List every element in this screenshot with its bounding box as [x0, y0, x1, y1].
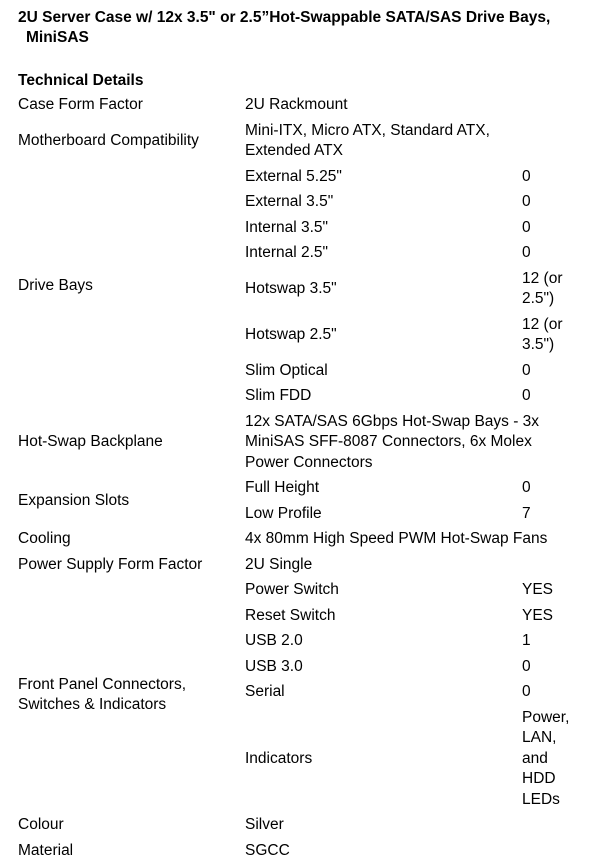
- spec-label-line: Switches & Indicators: [18, 696, 166, 713]
- spec-value-line: Extended ATX: [245, 142, 343, 159]
- spec-row-colour: [18, 813, 578, 839]
- spec-value: 2U Single: [245, 553, 578, 579]
- sub-spec-value-line: 12 (or: [522, 270, 563, 287]
- sub-spec-name: External 5.25": [245, 165, 522, 191]
- spec-value: Silver: [245, 813, 578, 839]
- sub-spec-name: Internal 2.5": [245, 241, 522, 267]
- sub-spec-value-line: Power,: [522, 709, 569, 726]
- spec-label: Expansion Slots: [18, 476, 245, 527]
- spec-label: Colour: [18, 813, 245, 839]
- sub-spec-value-line: and: [522, 750, 548, 767]
- spec-value: SGCC: [245, 839, 578, 864]
- spec-row-drive-bays: [18, 165, 578, 191]
- sub-spec-value: 7: [522, 502, 578, 528]
- spec-label: Hot-Swap Backplane: [18, 410, 245, 477]
- spec-row-psu: [18, 553, 578, 579]
- sub-spec-value-line: 12 (or: [522, 316, 563, 333]
- spec-row-backplane: [18, 410, 578, 477]
- spec-value-line: MiniSAS SFF-8087 Connectors, 6x Molex: [245, 433, 532, 450]
- spec-label: Cooling: [18, 527, 245, 553]
- spec-row-cooling: [18, 527, 578, 553]
- sub-spec-value: 0: [522, 216, 578, 242]
- sub-spec-name: Indicators: [245, 706, 522, 814]
- sub-spec-name: Full Height: [245, 476, 522, 502]
- sub-spec-name: Serial: [245, 680, 522, 706]
- spec-value: [245, 410, 578, 477]
- sub-spec-name: External 3.5": [245, 190, 522, 216]
- spec-label: Material: [18, 839, 245, 864]
- spec-label: Drive Bays: [18, 165, 245, 410]
- sub-spec-name: Internal 3.5": [245, 216, 522, 242]
- spec-value-line: Power Connectors: [245, 454, 373, 471]
- sub-spec-name: Hotswap 3.5": [245, 267, 522, 313]
- sub-spec-value: [522, 706, 578, 814]
- sub-spec-value-line: 3.5"): [522, 336, 554, 353]
- spec-row-material: [18, 839, 578, 864]
- section-heading: Technical Details: [18, 71, 143, 91]
- spec-label: Motherboard Compatibility: [18, 119, 245, 165]
- sub-spec-name: USB 3.0: [245, 655, 522, 681]
- sub-spec-value-line: LEDs: [522, 791, 560, 808]
- sub-spec-value: 0: [522, 384, 578, 410]
- sub-spec-value: [522, 267, 578, 313]
- sub-spec-value: 0: [522, 359, 578, 385]
- spec-row-case-form-factor: [18, 93, 578, 119]
- spec-label: Case Form Factor: [18, 93, 245, 119]
- product-title-line-1: 2U Server Case w/ 12x 3.5" or 2.5”Hot-Swappable SATA/SAS Drive Bays,: [18, 9, 550, 26]
- sub-spec-value: YES: [522, 578, 578, 604]
- sub-spec-name: Power Switch: [245, 578, 522, 604]
- spec-label: Power Supply Form Factor: [18, 553, 245, 579]
- sub-spec-name: Hotswap 2.5": [245, 313, 522, 359]
- technical-details-table: [18, 93, 578, 864]
- sub-spec-value-line: HDD: [522, 770, 556, 787]
- spec-value: 2U Rackmount: [245, 93, 578, 119]
- sub-spec-value: 0: [522, 190, 578, 216]
- spec-row-motherboard: [18, 119, 578, 165]
- spec-row-expansion-slots: [18, 476, 578, 502]
- product-title: [18, 8, 598, 48]
- sub-spec-value: 0: [522, 165, 578, 191]
- sub-spec-value: [522, 313, 578, 359]
- sub-spec-name: Slim FDD: [245, 384, 522, 410]
- sub-spec-value: YES: [522, 604, 578, 630]
- spec-label-line: Front Panel Connectors,: [18, 676, 186, 693]
- sub-spec-name: Low Profile: [245, 502, 522, 528]
- spec-label: [18, 578, 245, 813]
- spec-row-front-panel: [18, 578, 578, 604]
- sub-spec-name: Reset Switch: [245, 604, 522, 630]
- sub-spec-value: 1: [522, 629, 578, 655]
- spec-value: [245, 119, 578, 165]
- sub-spec-value: 0: [522, 476, 578, 502]
- spec-value-line: 12x SATA/SAS 6Gbps Hot-Swap Bays - 3x: [245, 413, 539, 430]
- product-title-line-2: MiniSAS: [18, 28, 598, 48]
- sub-spec-value-line: 2.5"): [522, 290, 554, 307]
- sub-spec-value-line: LAN,: [522, 729, 556, 746]
- sub-spec-name: USB 2.0: [245, 629, 522, 655]
- spec-value: 4x 80mm High Speed PWM Hot-Swap Fans: [245, 527, 578, 553]
- sub-spec-value: 0: [522, 241, 578, 267]
- sub-spec-value: 0: [522, 680, 578, 706]
- spec-value-line: Mini-ITX, Micro ATX, Standard ATX,: [245, 122, 490, 139]
- sub-spec-value: 0: [522, 655, 578, 681]
- sub-spec-name: Slim Optical: [245, 359, 522, 385]
